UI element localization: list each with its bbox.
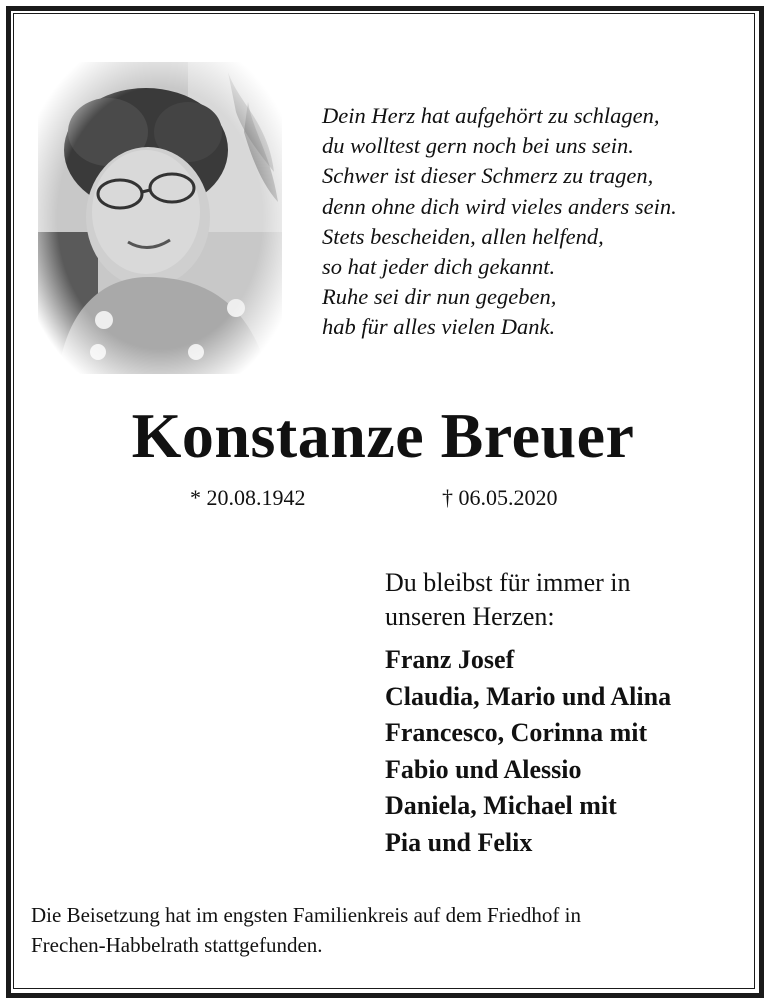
- poem-line: so hat jeder dich gekannt.: [322, 254, 556, 280]
- closing-line: unseren Herzen:: [385, 602, 555, 631]
- death-date: † 06.05.2020: [442, 485, 558, 510]
- closing-line: Du bleibst für immer in: [385, 568, 631, 597]
- poem-line: hab für alles vielen Dank.: [322, 314, 556, 340]
- burial-notice: [31, 900, 741, 960]
- mourners-list: [385, 642, 757, 862]
- mourner-entry: Fabio und Alessio: [385, 754, 582, 784]
- poem-line: Schwer ist dieser Schmerz zu tragen,: [322, 163, 654, 189]
- poem-line: denn ohne dich wird vieles anders sein.: [322, 193, 677, 219]
- memorial-poem: [322, 101, 752, 343]
- birth-date: * 20.08.1942: [190, 485, 306, 510]
- burial-notice-line: Die Beisetzung hat im engsten Familienkreis auf dem Friedhof in: [31, 903, 581, 927]
- deceased-name: Konstanze Breuer: [131, 400, 635, 471]
- mourner-entry: Francesco, Corinna mit: [385, 718, 648, 748]
- portrait-photo: [38, 62, 282, 374]
- poem-line: Dein Herz hat aufgehört zu schlagen,: [322, 103, 660, 128]
- mourner-entry: Daniela, Michael mit: [385, 791, 617, 821]
- poem-line: Stets bescheiden, allen helfend,: [322, 223, 604, 249]
- mourner-entry: Franz Josef: [385, 645, 515, 674]
- poem-line: Ruhe sei dir nun gegeben,: [322, 284, 557, 310]
- mourner-entry: Claudia, Mario und Alina: [385, 681, 672, 711]
- mourner-entry: Pia und Felix: [385, 827, 533, 857]
- closing-phrase: [385, 566, 755, 634]
- burial-notice-line: Frechen-Habbelrath stattgefunden.: [31, 933, 323, 957]
- poem-line: du wolltest gern noch bei uns sein.: [322, 133, 634, 159]
